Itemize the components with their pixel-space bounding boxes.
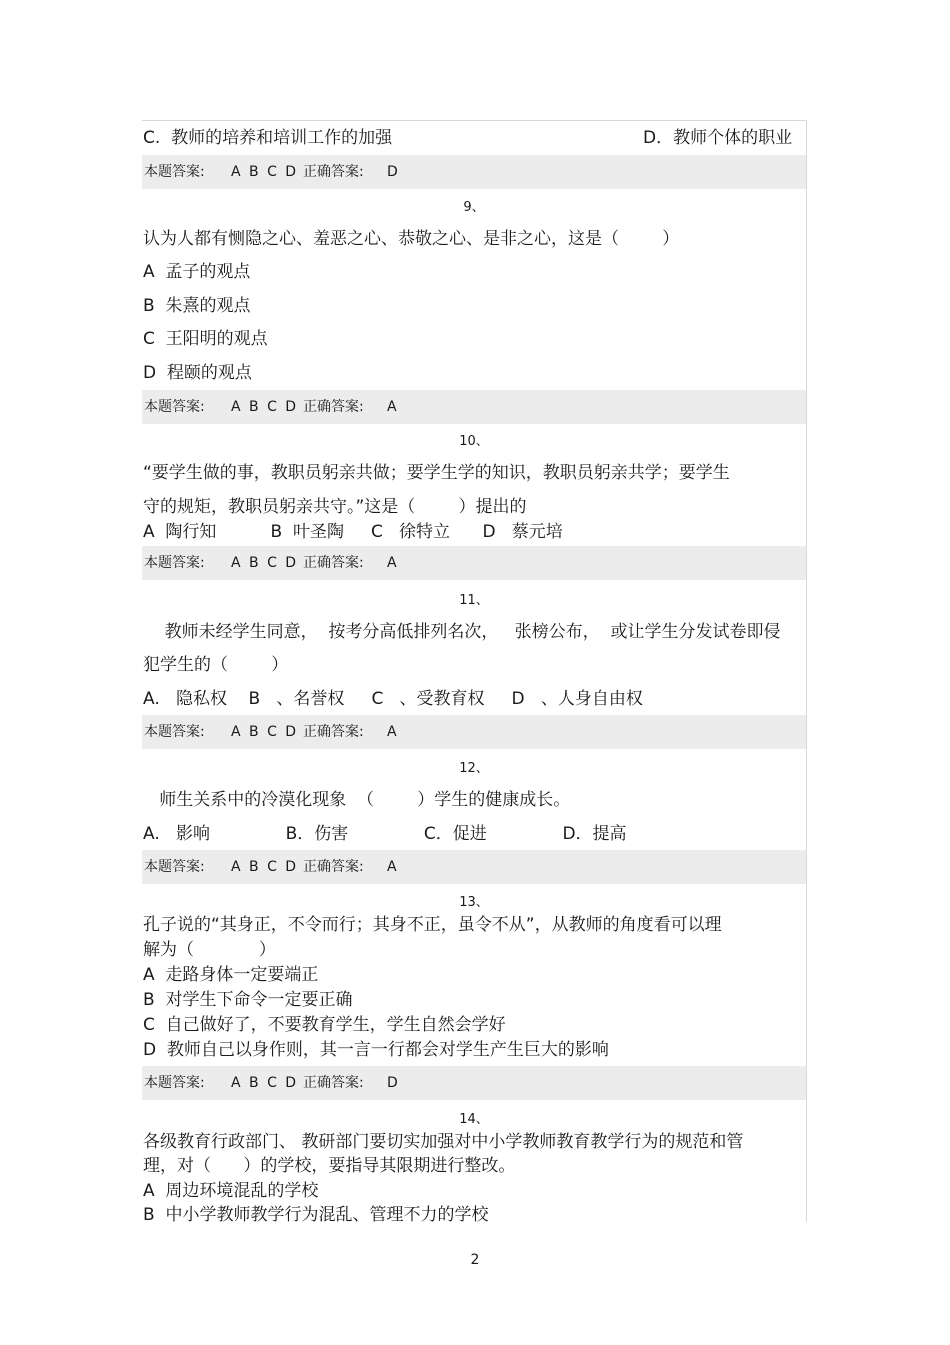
question-number: 9、 xyxy=(463,200,485,215)
correct-answer-label: 正确答案: xyxy=(303,399,364,415)
answer-label: 本题答案: xyxy=(144,555,205,571)
question-text: 孔子说的“其身正，不令而行；其身不正，虽令不从”，从教师的角度看可以理 xyxy=(143,915,722,935)
correct-answer-label: 正确答案: xyxy=(303,555,364,571)
question-option: A. 隐私权 B 、名誉权 C 、受教育权 D 、人身自由权 xyxy=(143,689,643,709)
question-text: 师生关系中的冷漠化现象 （ ）学生的健康成长。 xyxy=(143,790,571,810)
question-option: B 对学生下命令一定要正确 xyxy=(143,990,353,1010)
answer-options: A B C D xyxy=(231,1075,299,1091)
page-number: 2 xyxy=(470,1252,480,1268)
correct-answer-value: D xyxy=(387,1075,398,1091)
question-option: D 教师自己以身作则，其一言一行都会对学生产生巨大的影响 xyxy=(143,1040,609,1060)
answer-label: 本题答案: xyxy=(144,164,205,180)
question-text: “要学生做的事，教职员躬亲共做；要学生学的知识，教职员躬亲共学；要学生 xyxy=(143,463,730,483)
correct-answer-value: A xyxy=(387,399,397,415)
answer-row-q8 xyxy=(142,155,806,189)
question-option: A 陶行知 B 叶圣陶 C 徐特立 D 蔡元培 xyxy=(143,522,563,542)
answer-label: 本题答案: xyxy=(144,859,205,875)
question-option: D 程颐的观点 xyxy=(143,363,252,383)
answer-options: A B C D xyxy=(231,164,299,180)
correct-answer-value: A xyxy=(387,555,397,571)
answer-label: 本题答案: xyxy=(144,724,205,740)
question-text: 各级教育行政部门、 教研部门要切实加强对中小学教师教育教学行为的规范和管 xyxy=(143,1132,744,1152)
question-number: 10、 xyxy=(459,434,489,449)
correct-answer-label: 正确答案: xyxy=(303,164,364,180)
question-text: 认为人都有恻隐之心、羞恶之心、恭敬之心、是非之心，这是（ ） xyxy=(143,229,680,249)
answer-options: A B C D xyxy=(231,555,299,571)
question-number: 14、 xyxy=(459,1112,489,1127)
correct-answer-value: D xyxy=(387,164,398,180)
question-number: 12、 xyxy=(459,761,489,776)
question-option: A 走路身体一定要端正 xyxy=(143,965,319,985)
answer-row-q10 xyxy=(142,546,806,580)
question-option: C 自己做好了，不要教育学生，学生自然会学好 xyxy=(143,1015,506,1035)
answer-row-q11 xyxy=(142,715,806,749)
question-option: A. 影响 B．伤害 C．促进 D．提高 xyxy=(143,824,627,844)
question-number: 13、 xyxy=(459,895,489,910)
correct-answer-label: 正确答案: xyxy=(303,859,364,875)
question-option: B 朱熹的观点 xyxy=(143,296,251,316)
question-option: A 孟子的观点 xyxy=(143,262,251,282)
question-option: C 王阳明的观点 xyxy=(143,329,268,349)
question-number: 11、 xyxy=(459,593,489,608)
question-text: 犯学生的（ ） xyxy=(143,655,289,675)
answer-row-q12 xyxy=(142,850,806,884)
q8-option-c: C. 教师的培养和培训工作的加强 xyxy=(143,128,393,148)
correct-answer-value: A xyxy=(387,859,397,875)
correct-answer-label: 正确答案: xyxy=(303,1075,364,1091)
answer-label: 本题答案: xyxy=(144,399,205,415)
question-text: 解为（ ） xyxy=(143,940,276,960)
question-text: 教师未经学生同意， 按考分高低排列名次， 张榜公布， 或让学生分发试卷即侵 xyxy=(143,622,781,642)
q8-option-d: D．教师个体的职业 xyxy=(643,128,793,148)
correct-answer-value: A xyxy=(387,724,397,740)
correct-answer-label: 正确答案: xyxy=(303,724,364,740)
frame-top-border xyxy=(142,120,807,121)
question-text: 理，对（ ）的学校，要指导其限期进行整改。 xyxy=(143,1156,516,1176)
answer-row-q13 xyxy=(142,1066,806,1100)
question-text: 守的规矩，教职员躬亲共守。”这是（ ）提出的 xyxy=(143,497,527,517)
question-option: A 周边环境混乱的学校 xyxy=(143,1181,319,1201)
answer-row-q9 xyxy=(142,390,806,424)
answer-label: 本题答案: xyxy=(144,1075,205,1091)
question-option: B 中小学教师教学行为混乱、管理不力的学校 xyxy=(143,1205,489,1225)
answer-options: A B C D xyxy=(231,399,299,415)
frame-right-border xyxy=(806,120,807,1222)
answer-options: A B C D xyxy=(231,859,299,875)
answer-options: A B C D xyxy=(231,724,299,740)
